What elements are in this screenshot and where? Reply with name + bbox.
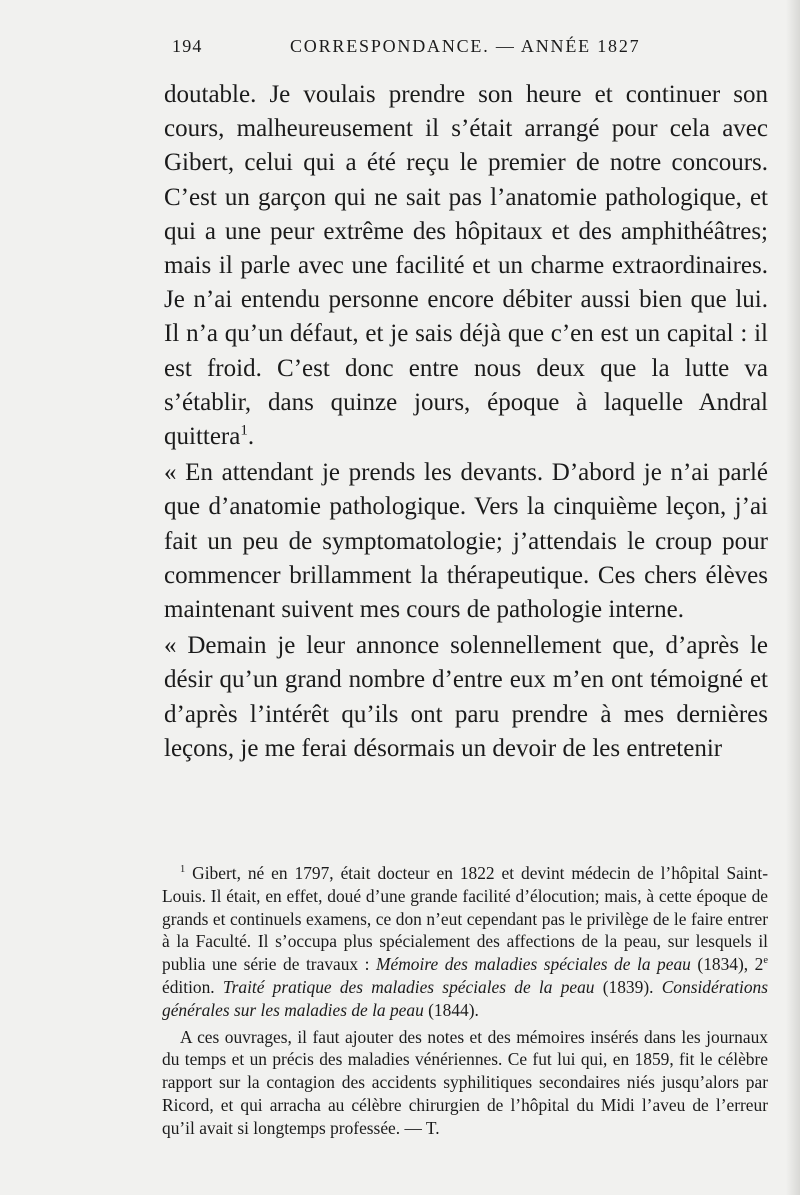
footnote-paragraph-2: A ces ouvrages, il faut ajouter des notes et des mémoires insérés dans les journaux du temps et un précis des maladies vénériennes. Ce fut lui qui, en 1859, fit le célèbre rapport sur la contagion des accidents syphilitiques secondaires niés jusqu’alors par Ricord, et qui arracha au célèbre chirurgien de l’hôpital du Midi l’aveu de l’erreur qu’il avait si longtemps professée. — T. [162,1026,768,1138]
footnote-marker: 1 [180,864,186,876]
edition-superscript: e [763,955,768,967]
footnote-title-1: Mémoire des maladies spéciales de la peau [376,954,691,975]
paragraph-1-text: doutable. Je voulais prendre son heure et continuer son cours, malheureusement il s’était arrangé pour cela avec Gibert, celui qui a été reçu le premier de notre concours. C’est un garçon qui ne sait pas l’anatomie pathologique, et qui a une peur extrême des hôpitaux et des amphithéâtres; mais il parle avec une facilité et un charme extraordinaires. Je n’ai entendu personne encore débiter aussi bien que lui. Il n’a qu’un défaut, et je sais déjà que c’en est un capital : il est froid. C’est donc entre nous deux que la lutte va s’établir, dans quinze jours, époque à laquelle Andral quittera [164,81,768,451]
footnote-text-d: (1839). [594,976,662,997]
footnote-text-b: (1834), 2 [690,954,764,975]
paragraph-2 [164,456,768,627]
running-title: CORRESPONDANCE. — ANNÉE 1827 [290,36,641,56]
page-edge-shadow [786,0,800,1195]
footnote-1 [162,862,768,1022]
footnote-title-3: Considérations générales sur les maladies de la peau [162,976,768,1020]
main-text [164,78,768,766]
footnotes [162,862,768,1140]
paragraph-3 [164,629,768,766]
paragraph-2-text: « En attendant je prends les devants. D’abord je n’ai parlé que d’anatomie pathologique. Vers la cinquième leçon, j’ai fait un peu de symptomatologie; j’attendais le croup pour commencer brillamment la thérapeutique. Ces chers élèves maintenant suivent mes cours de pathologie interne. [164,459,768,624]
footnote-reference: 1 [240,422,248,439]
page-number: 194 [172,36,203,56]
running-header [172,36,768,60]
paragraph-1-end: . [247,423,255,451]
footnote-text-e: (1844). [423,999,479,1020]
footnote-text-c: édition. [162,976,223,997]
footnote-text-a: Gibert, né en 1797, était docteur en 1822 et devint médecin de l’hôpital Saint-Louis. Il était, en effet, doué d’une grande facilité d’élocution; mais, à cette époque de grands et continuels examens, ce don n’eut cependant pas le privilège de le faire entrer à la Faculté. Il s’occupa plus spécialement des affections de la peau, sur lesquels il publia une série de travaux : [162,863,768,975]
paragraph-3-text: « Demain je leur annonce solennellement que, d’après le désir qu’un grand nombre d’entre eux m’en ont témoigné et d’après l’intérêt qu’ils ont paru prendre à mes dernières leçons, je me ferai désormais un devoir de les entretenir [164,632,768,762]
footnote-title-2: Traité pratique des maladies spéciales de la peau [222,976,595,997]
footnote-1-continuation [162,1026,768,1140]
paragraph-1 [164,78,768,454]
